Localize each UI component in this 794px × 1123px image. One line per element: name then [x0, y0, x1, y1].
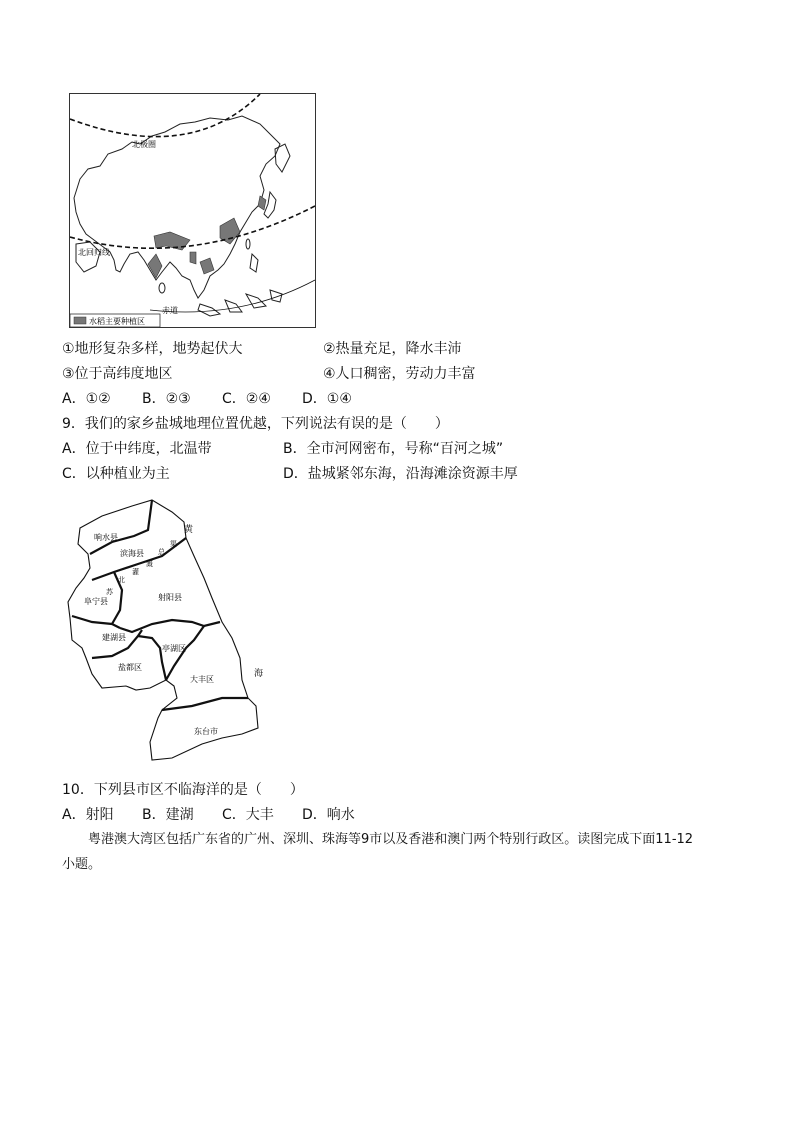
arabia-outline [76, 242, 100, 272]
asia-land-outline [74, 116, 280, 298]
canal-char-1: 苏 [106, 588, 113, 596]
intro-line-1: 粤港澳大湾区包括广东省的广州、深圳、珠海等9市以及香港和澳门两个特别行政区。读图完成下面11-12 [88, 832, 694, 847]
legend-label: 水稻主要种植区 [89, 317, 145, 326]
label-xiangshui: 响水县 [94, 533, 118, 542]
canal-char-6: 渠 [170, 540, 177, 548]
asia-map [70, 94, 315, 327]
equator-label: 赤道 [162, 306, 178, 315]
boundary-tinghu-dafeng [166, 626, 204, 680]
rice-region-indochina [200, 258, 214, 274]
q8-statement-4: ④人口稠密，劳动力丰富 [323, 366, 476, 382]
q8-statement-1: ①地形复杂多样，地势起伏大 [62, 341, 243, 357]
canal-char-5: 总 [158, 548, 165, 556]
sri-lanka-outline [159, 283, 165, 293]
canal-char-3: 灌 [132, 568, 139, 576]
boundary-sheyang-tinghu [120, 620, 220, 632]
label-jianhu: 建湖县 [102, 633, 126, 642]
canal-char-2: 北 [118, 576, 125, 584]
q8-statement-3: ③位于高纬度地区 [62, 366, 173, 382]
q9-choice-a[interactable]: A．位于中纬度，北温带 [62, 441, 212, 457]
q8-choice-b[interactable]: B．②③ [142, 391, 191, 407]
legend-swatch [74, 317, 86, 324]
philippines-outline [250, 254, 258, 272]
q9-choice-c[interactable]: C．以种植业为主 [62, 466, 170, 482]
rice-regions [148, 196, 266, 278]
q10-choice-d[interactable]: D．响水 [302, 807, 355, 823]
tropic-of-cancer-label: 北回归线 [78, 248, 110, 257]
tropic-of-cancer-line [70, 206, 315, 248]
kamchatka-outline [275, 144, 290, 172]
canal-char-4: 溉 [146, 560, 153, 568]
boundary-tinghu-yandu [138, 636, 166, 680]
label-sheyang: 射阳县 [158, 593, 182, 602]
sea-char-1: 黄 [184, 525, 194, 535]
q10-choice-c[interactable]: C．大丰 [222, 807, 274, 823]
taiwan-outline [246, 239, 250, 249]
q9-stem: 9．我们的家乡盐城地理位置优越，下列说法有误的是（ ） [62, 416, 449, 432]
indonesia-islands [198, 290, 282, 316]
asia-map-figure [69, 93, 316, 328]
label-dongtai: 东台市 [194, 727, 218, 736]
boundary-xiangshui-binhai [90, 500, 152, 554]
q8-choice-d[interactable]: D．①④ [302, 391, 352, 407]
label-dafeng: 大丰区 [190, 675, 214, 684]
intro-line-2: 小题。 [62, 857, 102, 872]
q8-choice-c[interactable]: C．②④ [222, 391, 271, 407]
label-yandu: 盐都区 [118, 663, 142, 672]
q10-stem: 10．下列县市区不临海洋的是（ ） [62, 782, 304, 798]
yancheng-map [62, 498, 272, 763]
label-funing: 阜宁县 [84, 597, 108, 606]
rice-region-myanmar [190, 252, 196, 264]
q10-choice-b[interactable]: B．建湖 [142, 807, 194, 823]
sea-char-2: 海 [254, 669, 264, 679]
arctic-circle-line [70, 94, 260, 137]
q8-statement-2: ②热量充足，降水丰沛 [323, 341, 462, 357]
japan-outline [264, 192, 276, 218]
arctic-circle-label: 北极圈 [132, 140, 156, 149]
yancheng-map-figure [62, 498, 272, 763]
q9-choice-d[interactable]: D．盐城紧邻东海，沿海滩涂资源丰厚 [283, 466, 518, 482]
q10-choice-a[interactable]: A．射阳 [62, 807, 114, 823]
label-tinghu: 亭湖区 [162, 644, 186, 653]
label-binhai: 滨海县 [120, 549, 144, 558]
q8-choice-a[interactable]: A．①② [62, 391, 111, 407]
rice-region-korea [258, 196, 266, 210]
q9-choice-b[interactable]: B．全市河网密布，号称“百河之城” [283, 441, 504, 457]
